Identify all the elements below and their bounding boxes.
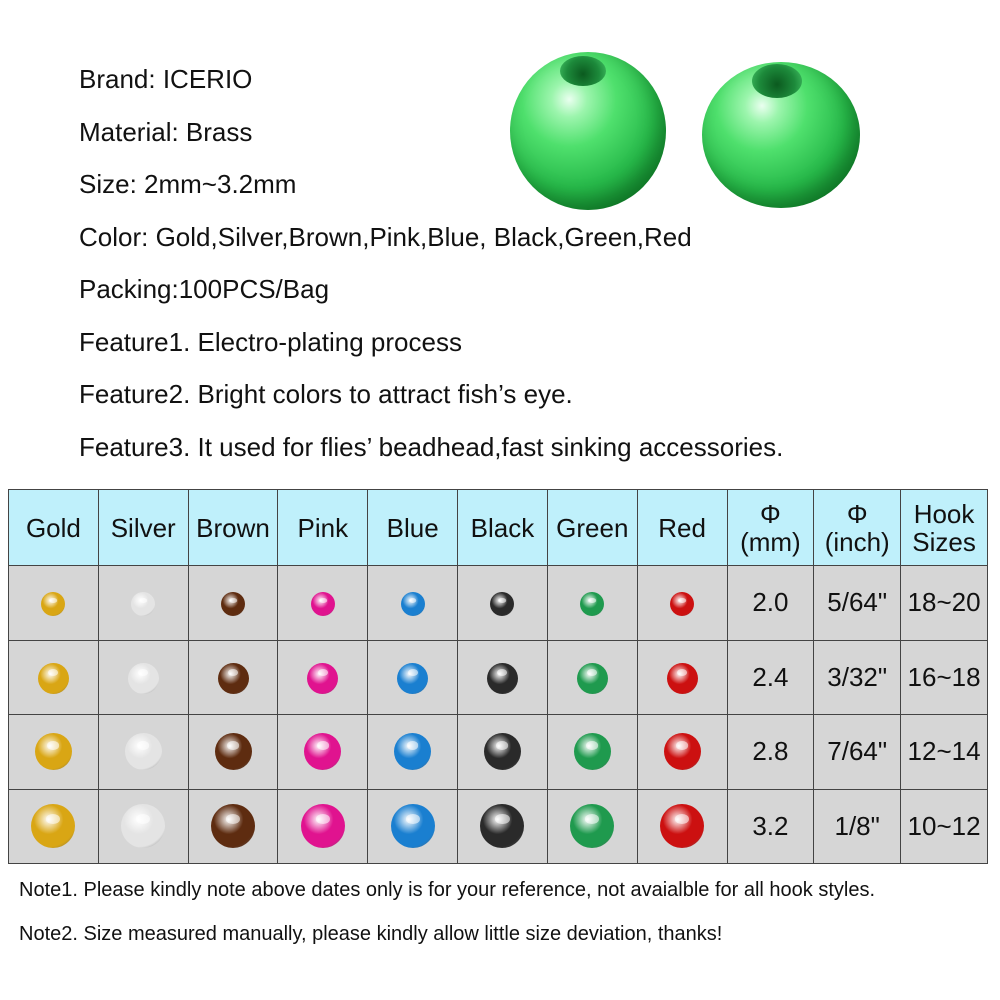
blue-bead-icon <box>394 733 431 770</box>
bead-cell-gold <box>9 640 99 715</box>
bead-cell-silver <box>98 640 188 715</box>
spec-packing: Packing:100PCS/Bag <box>79 274 330 304</box>
blue-bead-icon <box>391 804 435 848</box>
green-bead-icon <box>574 733 611 770</box>
pink-bead-icon <box>301 804 345 848</box>
bead-cell-green <box>547 566 637 641</box>
header-brown: Brown <box>188 490 278 566</box>
bead-cell-brown <box>188 640 278 715</box>
gold-bead-icon <box>38 663 69 694</box>
bead-cell-gold <box>9 715 99 790</box>
cell-mm: 2.4 <box>727 640 814 715</box>
cell-hook: 16~18 <box>901 640 988 715</box>
bead-cell-brown <box>188 566 278 641</box>
blue-bead-icon <box>397 663 428 694</box>
cell-inch: 5/64" <box>814 566 901 641</box>
header-blue: Blue <box>368 490 458 566</box>
bead-cell-brown <box>188 715 278 790</box>
gold-bead-icon <box>35 733 72 770</box>
bead-cell-green <box>547 715 637 790</box>
bead-cell-blue <box>368 715 458 790</box>
header-hook-line2: Sizes <box>912 526 976 557</box>
bead-cell-black <box>458 715 548 790</box>
brown-bead-icon <box>218 663 249 694</box>
hero-bead-hole <box>560 56 606 86</box>
hero-bead-right <box>702 62 860 208</box>
blue-bead-icon <box>401 592 425 616</box>
spec-feature1: Feature1. Electro-plating process <box>79 326 462 357</box>
hero-green-beads-image <box>505 52 865 212</box>
bead-cell-silver <box>98 566 188 641</box>
bead-cell-brown <box>188 789 278 864</box>
table-row <box>9 640 988 715</box>
brown-bead-icon <box>215 733 252 770</box>
spec-brand: Brand: ICERIO <box>79 64 253 94</box>
header-inch-symbol: Φ <box>846 498 868 529</box>
bead-cell-green <box>547 640 637 715</box>
bead-cell-blue <box>368 789 458 864</box>
table-row <box>9 566 988 641</box>
silver-bead-icon <box>121 804 165 848</box>
brown-bead-icon <box>211 804 255 848</box>
bead-cell-red <box>637 566 727 641</box>
header-red: Red <box>637 490 727 566</box>
bead-cell-black <box>458 640 548 715</box>
bead-cell-silver <box>98 715 188 790</box>
spec-feature2: Feature2. Bright colors to attract fish’s eye. <box>79 379 573 409</box>
header-green: Green <box>547 490 637 566</box>
bead-cell-silver <box>98 789 188 864</box>
spec-material: Material: Brass <box>79 116 253 147</box>
spec-color: Color: Gold,Silver,Brown,Pink,Blue, Black,Green,Red <box>79 221 692 252</box>
table-row <box>9 715 988 790</box>
header-gold: Gold <box>9 490 99 566</box>
cell-hook: 12~14 <box>901 715 988 790</box>
cell-hook: 18~20 <box>901 566 988 641</box>
bead-cell-gold <box>9 789 99 864</box>
spec-feature3: Feature3. It used for flies’ beadhead,fast sinking accessories. <box>79 431 784 462</box>
header-diameter-mm <box>727 490 814 566</box>
pink-bead-icon <box>311 592 335 616</box>
silver-bead-icon <box>131 592 155 616</box>
table-header-row <box>9 490 988 566</box>
bead-cell-pink <box>278 640 368 715</box>
header-silver: Silver <box>98 490 188 566</box>
black-bead-icon <box>487 663 518 694</box>
cell-inch: 7/64" <box>814 715 901 790</box>
bead-cell-blue <box>368 566 458 641</box>
bead-cell-black <box>458 566 548 641</box>
red-bead-icon <box>670 592 694 616</box>
hero-bead-left <box>510 52 666 210</box>
bead-cell-pink <box>278 715 368 790</box>
cell-mm: 2.8 <box>727 715 814 790</box>
pink-bead-icon <box>304 733 341 770</box>
size-chart-table <box>8 489 988 864</box>
bead-cell-pink <box>278 566 368 641</box>
table-row <box>9 789 988 864</box>
black-bead-icon <box>490 592 514 616</box>
red-bead-icon <box>664 733 701 770</box>
bead-cell-gold <box>9 566 99 641</box>
header-mm-unit: (mm) <box>740 526 801 557</box>
header-pink: Pink <box>278 490 368 566</box>
pink-bead-icon <box>307 663 338 694</box>
header-inch-unit: (inch) <box>824 526 890 557</box>
bead-cell-red <box>637 640 727 715</box>
hero-bead-hole <box>752 64 802 98</box>
gold-bead-icon <box>31 804 75 848</box>
header-hook-sizes <box>901 490 988 566</box>
green-bead-icon <box>580 592 604 616</box>
bead-cell-blue <box>368 640 458 715</box>
bead-cell-green <box>547 789 637 864</box>
cell-inch: 3/32" <box>814 640 901 715</box>
note-1: Note1. Please kindly note above dates only is for your reference, not avaialble for all hook styles. <box>19 879 876 901</box>
header-diameter-inch <box>814 490 901 566</box>
header-mm-symbol: Φ <box>760 498 781 529</box>
brown-bead-icon <box>221 592 245 616</box>
cell-hook: 10~12 <box>901 789 988 864</box>
red-bead-icon <box>667 663 698 694</box>
black-bead-icon <box>484 733 521 770</box>
spec-size: Size: 2mm~3.2mm <box>79 169 297 199</box>
bead-cell-black <box>458 789 548 864</box>
green-bead-icon <box>570 804 614 848</box>
cell-inch: 1/8" <box>814 789 901 864</box>
notes <box>19 878 875 966</box>
cell-mm: 3.2 <box>727 789 814 864</box>
black-bead-icon <box>480 804 524 848</box>
bead-cell-pink <box>278 789 368 864</box>
bead-cell-red <box>637 789 727 864</box>
silver-bead-icon <box>125 733 162 770</box>
green-bead-icon <box>577 663 608 694</box>
gold-bead-icon <box>41 592 65 616</box>
note-2: Note2. Size measured manually, please kindly allow little size deviation, thanks! <box>19 923 723 945</box>
red-bead-icon <box>660 804 704 848</box>
silver-bead-icon <box>128 663 159 694</box>
cell-mm: 2.0 <box>727 566 814 641</box>
header-black: Black <box>458 490 548 566</box>
bead-cell-red <box>637 715 727 790</box>
header-hook-line1: Hook <box>913 498 975 529</box>
